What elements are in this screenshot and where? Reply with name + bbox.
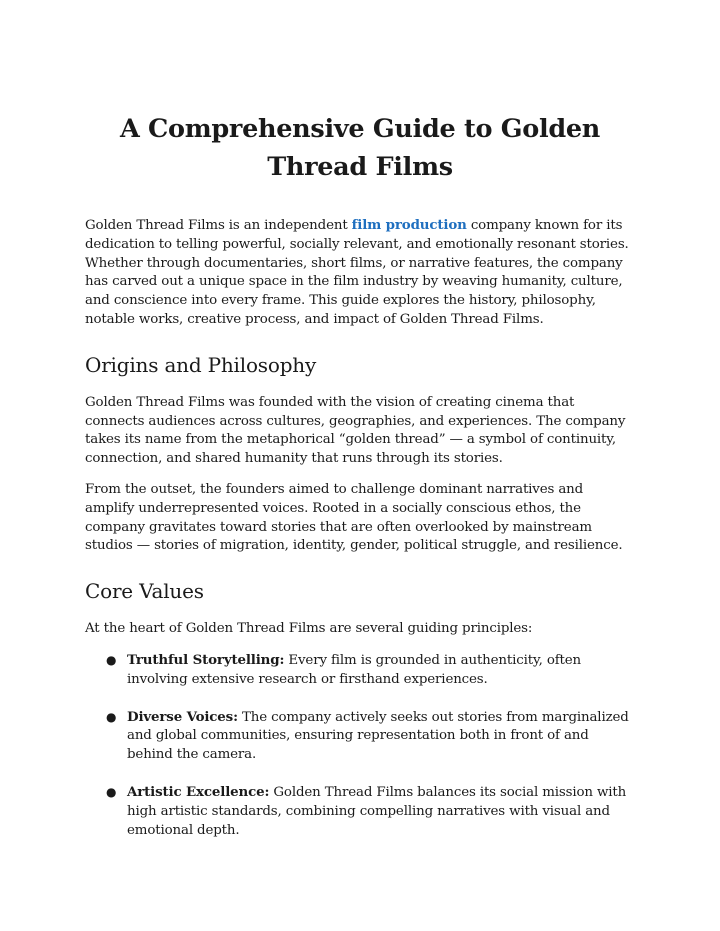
core-values-intro: At the heart of Golden Thread Films are several guiding principles: — [85, 621, 533, 637]
intro-text-after-link: company known for its dedication to telling powerful, socially relevant, and emotionally resonant stories. Whether through documentaries, short films, or narrative features, the company has carved out a unique space in the film industry by weaving humanity, culture, and conscience into every frame. This guide explores the history, philosophy, notable works, creative process, and impact of Golden Thread Films. — [85, 218, 629, 327]
bullet-icon: ● — [106, 709, 117, 724]
bullet-icon: ● — [106, 784, 117, 799]
film-production-link[interactable]: film production — [351, 217, 467, 233]
origins-paragraph-2: From the outset, the founders aimed to challenge dominant narratives and amplify underrepresented voices. Rooted in a socially conscious ethos, the company gravitates toward stories that are often overlooked by mainstream studios — stories of migration, identity, gender, political struggle, and resilience. — [85, 481, 623, 554]
list-item-text: The company actively seeks out stories from marginalized and global communities, ensuring representation both in front of and behind the camera. — [127, 709, 629, 763]
document-page — [85, 110, 635, 858]
document-title: A Comprehensive Guide to Golden Thread Films — [119, 114, 601, 182]
intro-paragraph — [85, 216, 635, 330]
core-values-list — [85, 651, 635, 840]
list-item-label: Diverse Voices: — [127, 708, 238, 725]
list-item — [85, 783, 635, 840]
section-heading-core-values: Core Values — [85, 579, 204, 604]
list-item-label: Truthful Storytelling: — [127, 651, 285, 668]
section-heading-origins: Origins and Philosophy — [85, 352, 317, 377]
origins-paragraph-1: Golden Thread Films was founded with the vision of creating cinema that connects audiences across cultures, geographies, and experiences. The company takes its name from the metaphorical “golden thread” — a symbol of continuity, connection, and shared humanity that runs through its stories. — [85, 394, 626, 467]
bullet-icon: ● — [106, 652, 117, 667]
list-item — [85, 708, 635, 765]
intro-text-before-link: Golden Thread Films is an independent — [85, 218, 352, 233]
list-item-text: Every film is grounded in authenticity, often involving extensive research or firsthand experiences. — [127, 652, 582, 687]
list-item — [85, 651, 635, 690]
list-item-label: Artistic Excellence: — [127, 783, 270, 800]
list-item-text: Golden Thread Films balances its social mission with high artistic standards, combining compelling narratives with visual and emotional depth. — [127, 784, 627, 838]
